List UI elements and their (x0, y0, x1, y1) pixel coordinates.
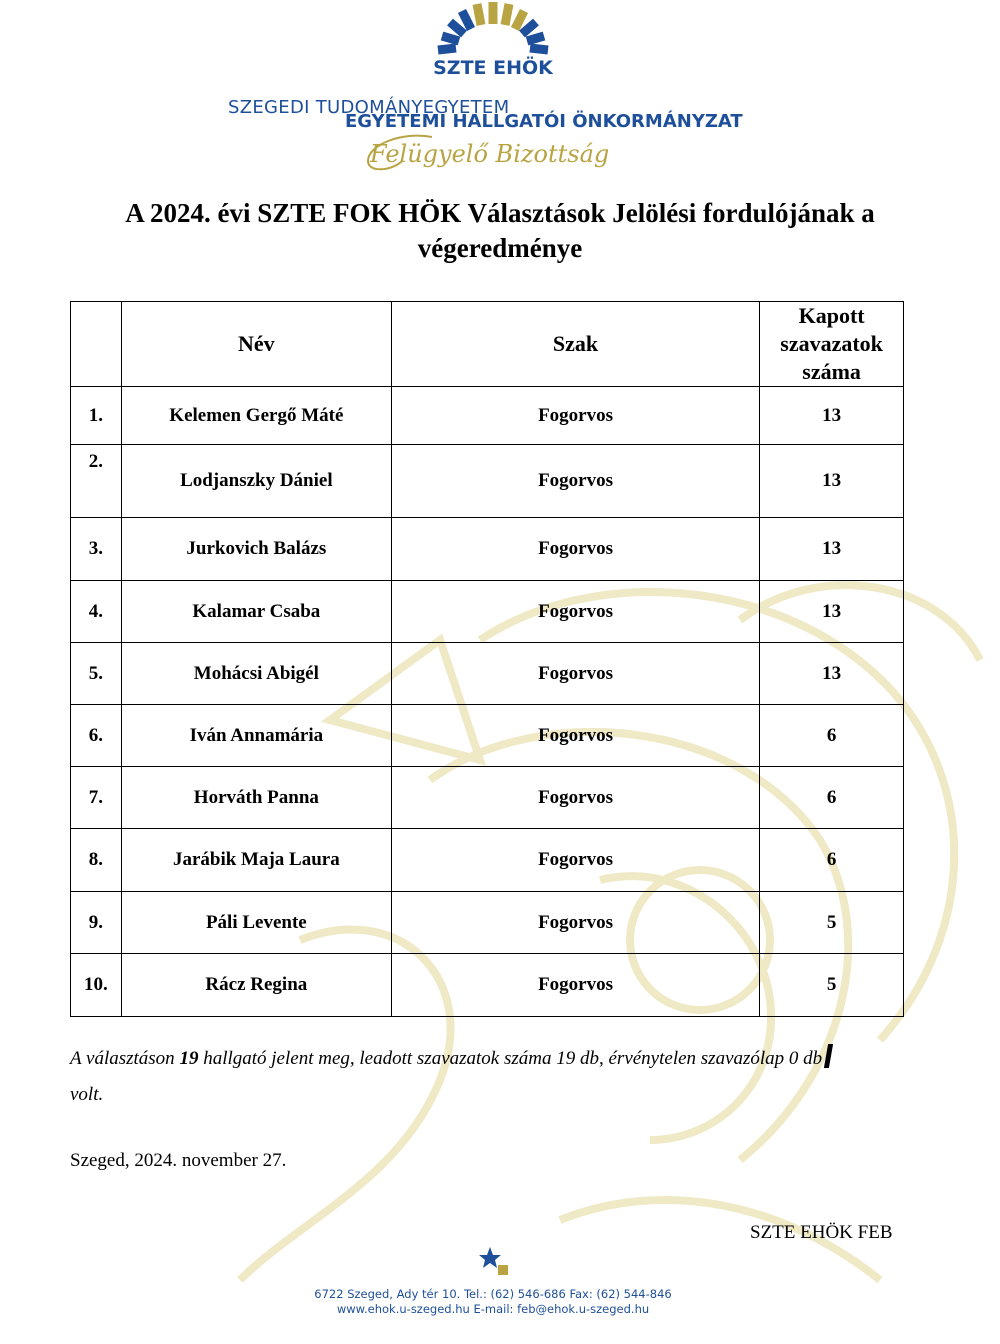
column-header-votes: Kapott szavazatok száma (760, 302, 904, 387)
university-name: SZEGEDI TUDOMÁNYEGYETEM (228, 97, 510, 118)
column-header-name: Név (121, 302, 391, 387)
row-number: 3. (71, 518, 122, 581)
row-number: 1. (71, 387, 122, 445)
candidate-szak: Fogorvos (391, 643, 759, 705)
election-note (70, 1041, 915, 1113)
candidate-szak: Fogorvos (391, 892, 759, 954)
signature: SZTE EHÖK FEB (750, 1222, 893, 1243)
candidate-szak: Fogorvos (391, 954, 759, 1017)
candidate-name: Kelemen Gergő Máté (121, 387, 391, 445)
candidate-szak: Fogorvos (391, 387, 759, 445)
table-row (71, 767, 904, 829)
pen-mark (824, 1044, 833, 1068)
vote-count: 5 (760, 954, 904, 1017)
table-row (71, 518, 904, 581)
candidate-szak: Fogorvos (391, 829, 759, 892)
note-count: 19 (179, 1048, 199, 1069)
vote-count: 13 (760, 643, 904, 705)
table-row (71, 445, 904, 518)
candidate-name: Horváth Panna (121, 767, 391, 829)
note-part3: volt. (70, 1084, 104, 1105)
candidate-name: Rácz Regina (121, 954, 391, 1017)
column-header-szak: Szak (391, 302, 759, 387)
table-row (71, 829, 904, 892)
candidate-szak: Fogorvos (391, 445, 759, 518)
candidate-name: Lodjanszky Dániel (121, 445, 391, 518)
vote-count: 13 (760, 387, 904, 445)
vote-count: 6 (760, 767, 904, 829)
row-number: 2. (71, 445, 122, 518)
candidate-name: Iván Annamária (121, 705, 391, 767)
table-row (71, 892, 904, 954)
vote-count: 6 (760, 705, 904, 767)
candidate-szak: Fogorvos (391, 518, 759, 581)
candidate-name: Mohácsi Abigél (121, 643, 391, 705)
candidate-szak: Fogorvos (391, 581, 759, 643)
note-part2: hallgató jelent meg, leadott szavazatok száma 19 db, érvénytelen szavazólap 0 db (198, 1048, 823, 1069)
table-row (71, 643, 904, 705)
vote-count: 6 (760, 829, 904, 892)
candidate-szak: Fogorvos (391, 705, 759, 767)
table-row (71, 954, 904, 1017)
vote-count: 5 (760, 892, 904, 954)
vote-count: 13 (760, 581, 904, 643)
row-number: 4. (71, 581, 122, 643)
ehok-logo-icon (428, 0, 558, 58)
candidate-name: Kalamar Csaba (121, 581, 391, 643)
document-date: Szeged, 2024. november 27. (70, 1150, 287, 1171)
table-row (71, 705, 904, 767)
footer-web: www.ehok.u-szeged.hu E-mail: feb@ehok.u-szeged.hu (336, 1302, 650, 1316)
row-number: 8. (71, 829, 122, 892)
vote-count: 13 (760, 445, 904, 518)
table-header-row (71, 302, 904, 387)
row-number: 6. (71, 705, 122, 767)
committee-name: Felügyelő Bizottság (370, 140, 610, 168)
column-header-number (71, 302, 122, 387)
candidate-name: Jarábik Maja Laura (121, 829, 391, 892)
row-number: 9. (71, 892, 122, 954)
table-row (71, 387, 904, 445)
candidate-name: Páli Levente (121, 892, 391, 954)
row-number: 7. (71, 767, 122, 829)
candidate-szak: Fogorvos (391, 767, 759, 829)
logo-text: SZTE EHÖK (433, 57, 553, 79)
vote-count: 13 (760, 518, 904, 581)
star-icon (478, 1245, 514, 1281)
results-table (70, 301, 904, 1017)
note-part1: A választáson (70, 1048, 180, 1069)
table-row (71, 581, 904, 643)
candidate-name: Jurkovich Balázs (121, 518, 391, 581)
row-number: 5. (71, 643, 122, 705)
footer-address: 6722 Szeged, Ady tér 10. Tel.: (62) 546-686 Fax: (62) 544-846 (314, 1287, 672, 1301)
row-number: 10. (71, 954, 122, 1017)
union-name: EGYETEMI HALLGATÓI ÖNKORMÁNYZAT (345, 111, 743, 132)
document-title: A 2024. évi SZTE FOK HÖK Választások Jelölési fordulójának a végeredménye (125, 198, 875, 263)
